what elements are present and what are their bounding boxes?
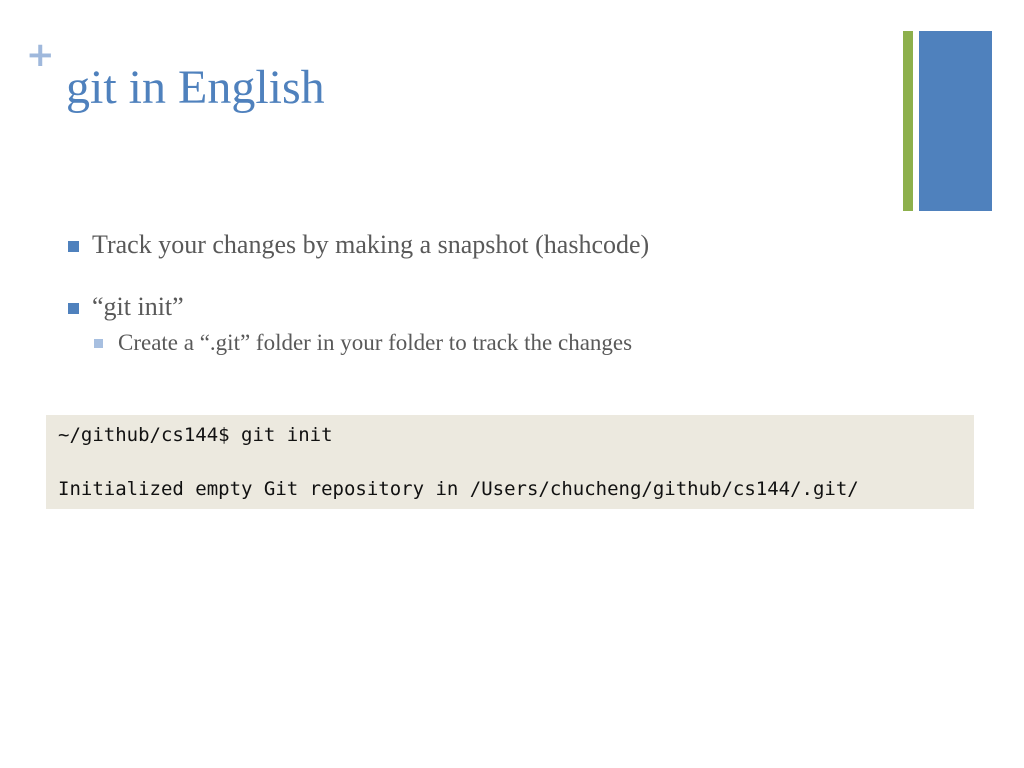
square-sub-bullet-icon: [94, 339, 103, 348]
slide-title: git in English: [66, 61, 325, 114]
accent-bar-blue: [919, 31, 992, 211]
code-blank-line: [58, 449, 962, 476]
code-block: [46, 415, 974, 509]
code-line-command: ~/github/cs144$ git init: [58, 424, 333, 446]
bullet-item: [68, 228, 888, 262]
code-line-output: Initialized empty Git repository in /Users/chucheng/github/cs144/.git/: [58, 478, 859, 500]
bullet-text: “git init”: [92, 292, 184, 321]
square-bullet-icon: [68, 303, 79, 314]
bullet-item: [68, 290, 888, 324]
plus-icon: +: [26, 35, 55, 75]
sub-bullet-text: Create a “.git” folder in your folder to track the changes: [118, 330, 633, 355]
bullet-list: [68, 228, 888, 358]
accent-bar-green: [903, 31, 913, 211]
sub-bullet-item: [68, 328, 888, 358]
bullet-text: Track your changes by making a snapshot (hashcode): [92, 230, 650, 259]
square-bullet-icon: [68, 241, 79, 252]
